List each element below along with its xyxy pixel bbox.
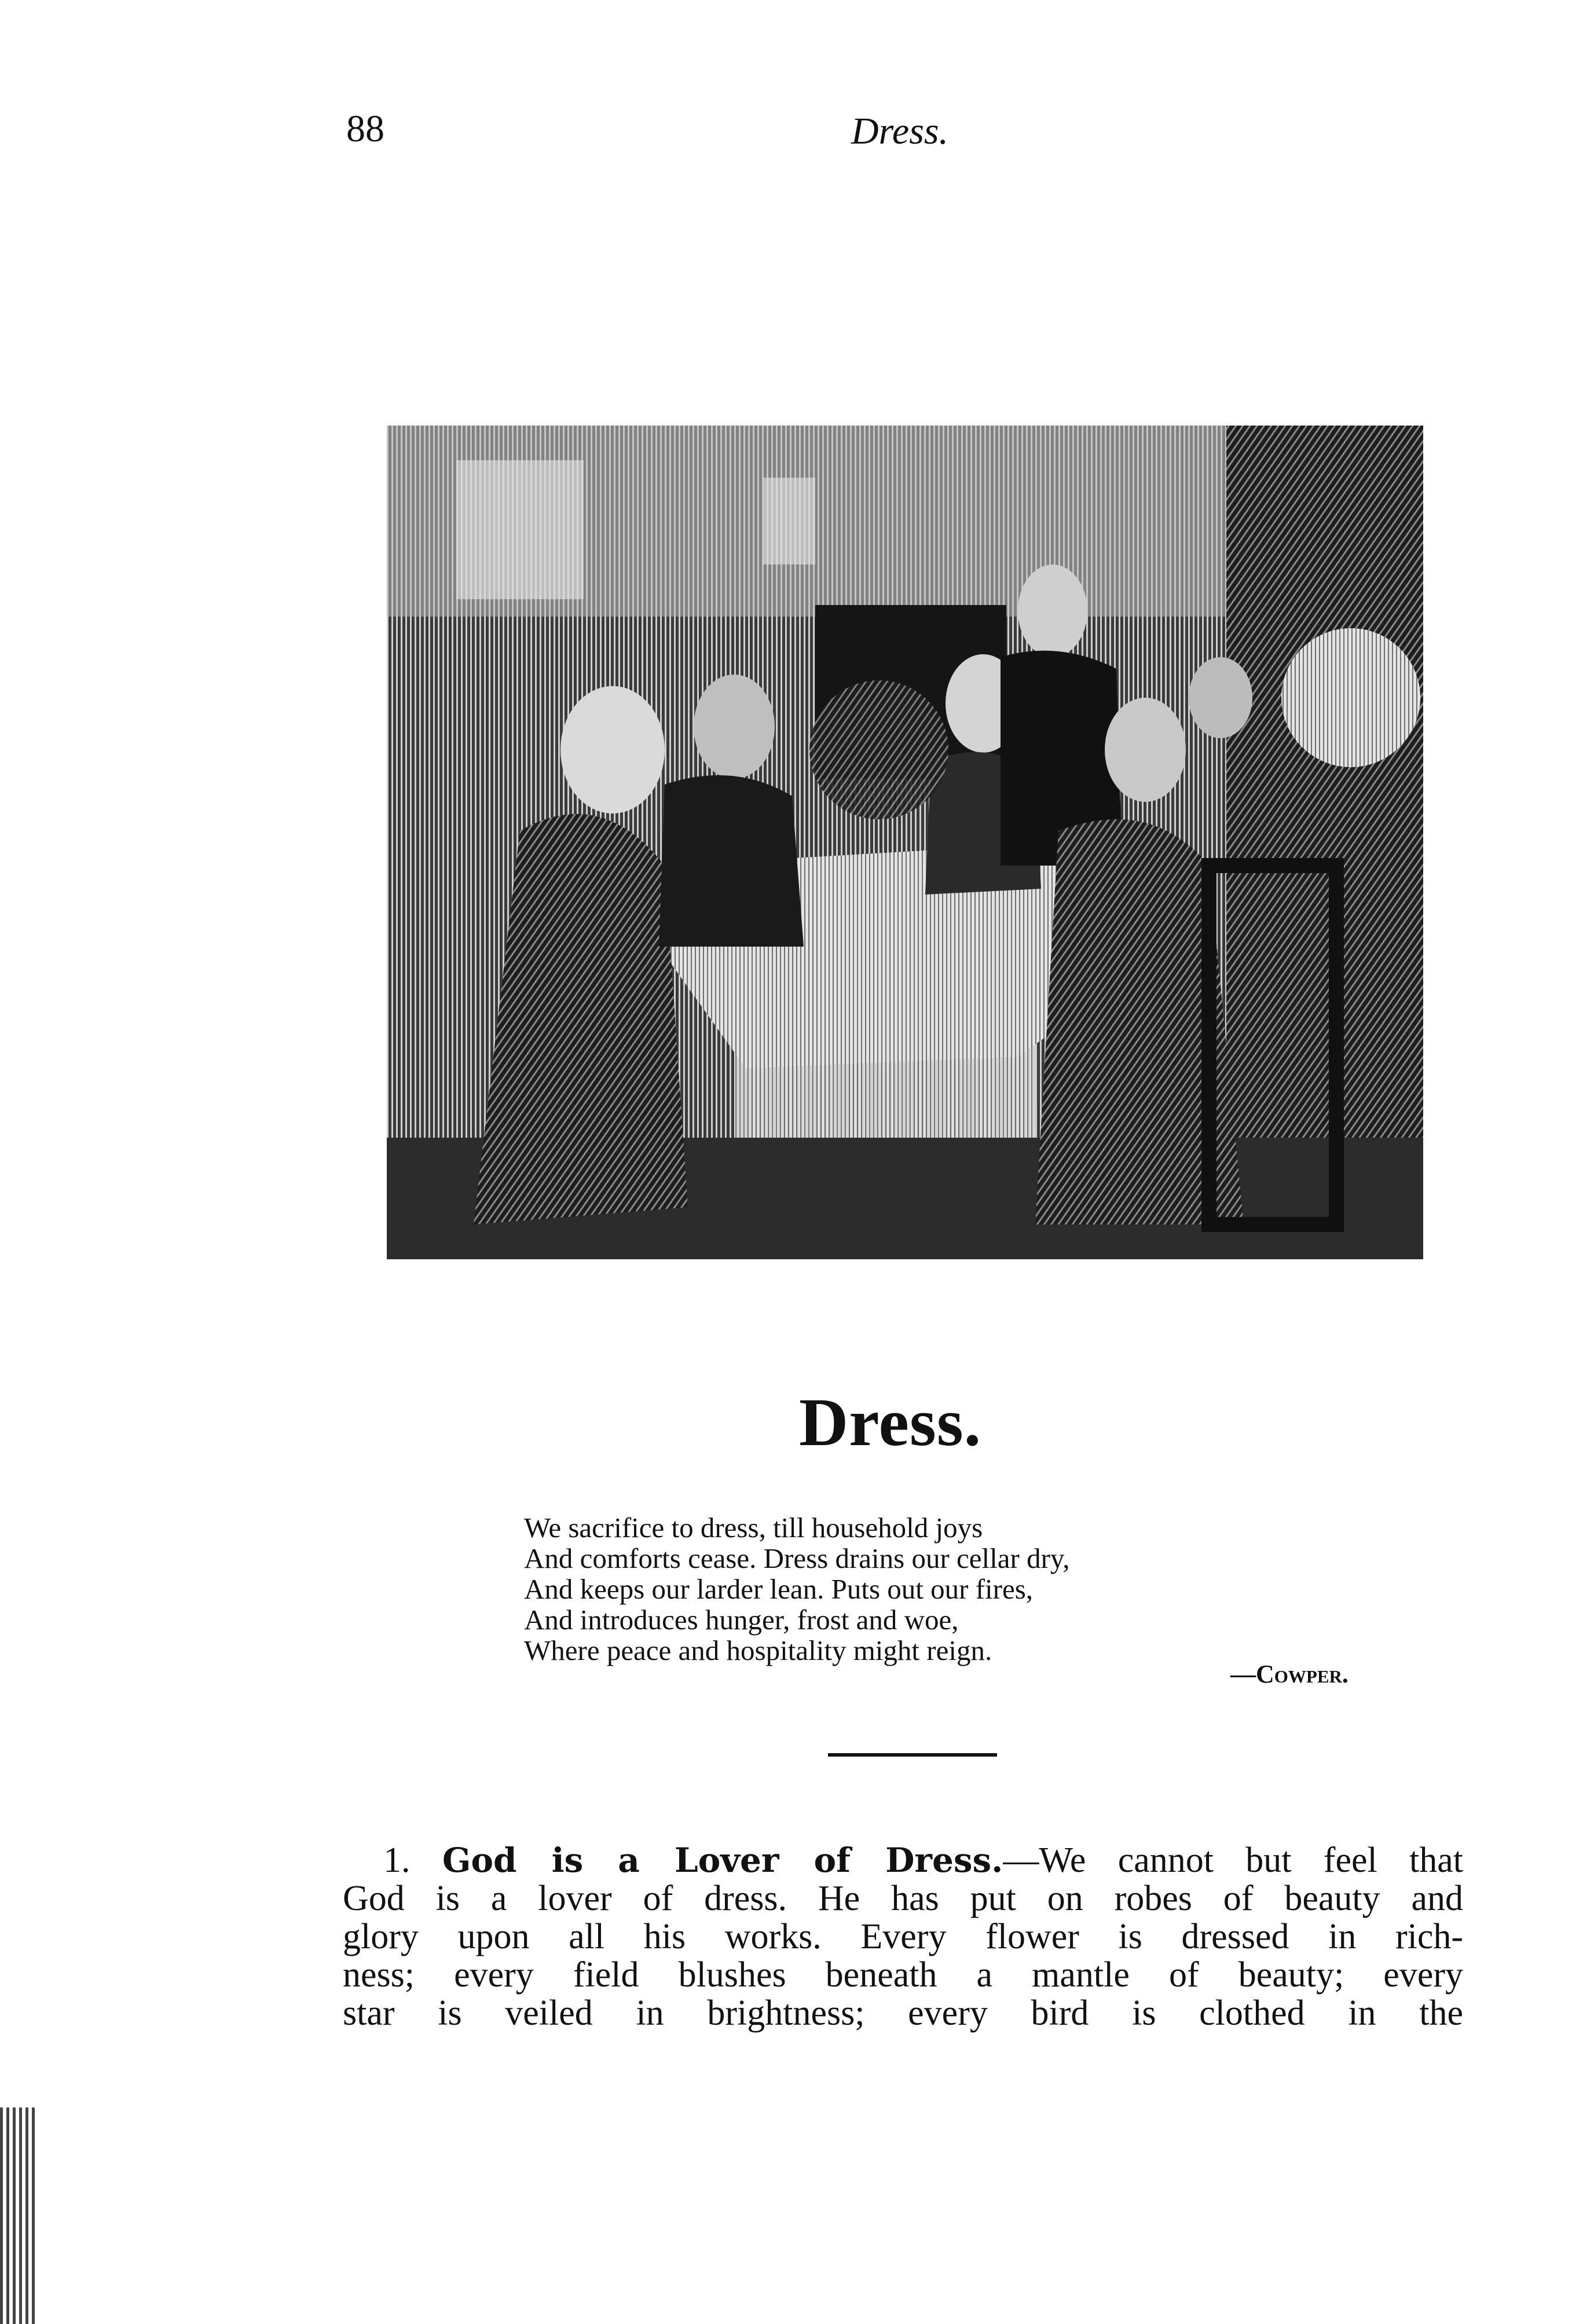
page-number: 88: [346, 108, 384, 150]
body-line-text: —We cannot but feel that: [1003, 1841, 1463, 1880]
dinner-party-illustration: [387, 426, 1423, 1259]
epigraph-poem: [524, 1512, 1421, 1666]
section-number: 1.: [383, 1841, 411, 1880]
epigraph-line: Where peace and hospitality might reign.: [524, 1634, 992, 1666]
body-line: glory upon all his works. Every flower is dressed in rich-: [343, 1917, 1463, 1956]
body-line: God is a lover of dress. He has put on robes of beauty and: [343, 1879, 1463, 1918]
section-heading: God is a Lover of Dress.: [442, 1841, 1003, 1880]
chapter-title: Dress.: [799, 1384, 982, 1460]
body-line: [343, 1841, 1463, 1879]
section-divider: [828, 1753, 997, 1757]
scan-gutter-shadow: [0, 2107, 37, 2324]
epigraph-line: And comforts cease. Dress drains our cellar dry,: [524, 1542, 1070, 1574]
epigraph-line: And introduces hunger, frost and woe,: [524, 1604, 959, 1636]
epigraph-attribution: —Cowper.: [1230, 1660, 1349, 1688]
epigraph-line: We sacrifice to dress, till household joys: [524, 1512, 983, 1544]
running-head: Dress.: [851, 110, 949, 152]
engraving-image: [387, 426, 1423, 1259]
body-line: ness; every field blushes beneath a mantle of beauty; every: [343, 1955, 1463, 1995]
body-line: star is veiled in brightness; every bird is clothed in the: [343, 1993, 1463, 2033]
epigraph-line: And keeps our larder lean. Puts out our fires,: [524, 1573, 1034, 1605]
body-paragraph: [343, 1841, 1463, 2032]
